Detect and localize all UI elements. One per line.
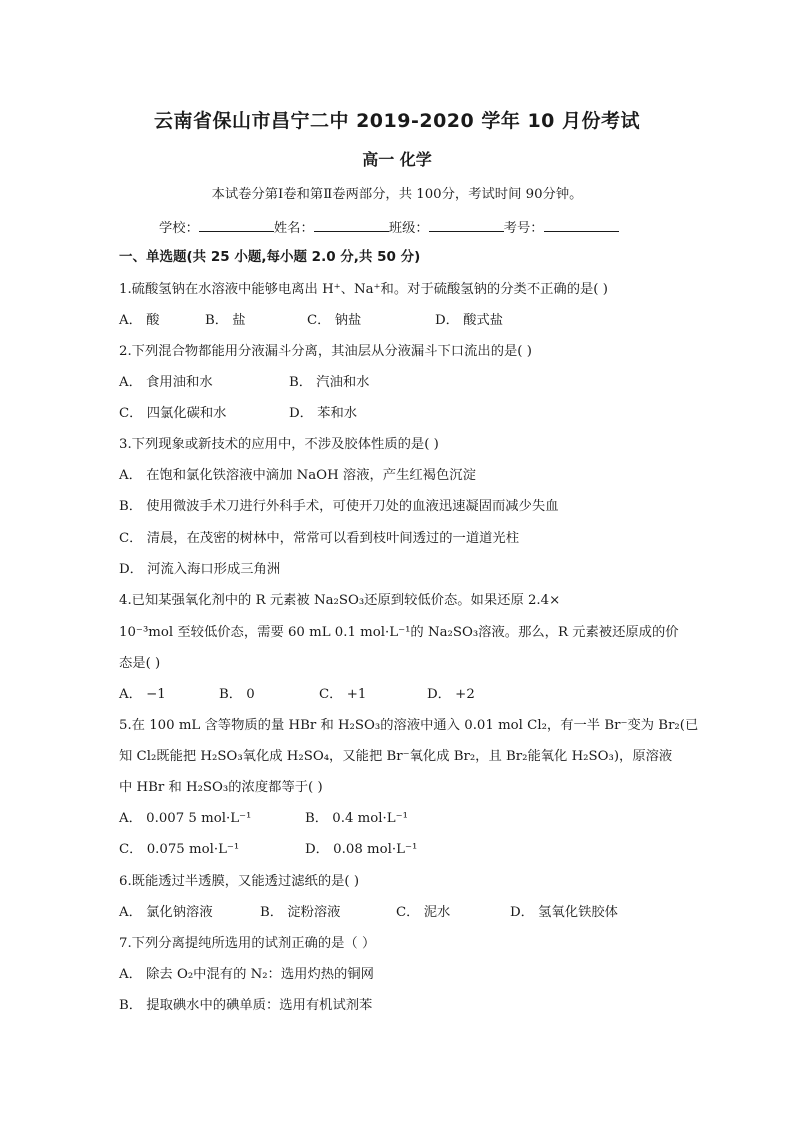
q5-option-d[interactable]: D． 0.08 mol·L⁻¹ — [305, 842, 418, 857]
q7-option-a[interactable]: A． 除去 O₂中混有的 N₂：选用灼热的铜网 — [119, 967, 374, 982]
question-4-stem-line1: 4.已知某强氧化剂中的 R 元素被 Na₂SO₃还原到较低价态。如果还原 2.4× — [119, 593, 561, 608]
question-4-stem-line2: 10⁻³mol 至较低价态，需要 60 mL 0.1 mol·L⁻¹的 Na₂SO₃溶液。那么，R 元素被还原成的价 — [119, 625, 679, 640]
name-field[interactable] — [314, 217, 389, 232]
class-label: 班级： — [388, 221, 429, 236]
question-4-stem-line3: 态是( ) — [119, 656, 161, 671]
question-3-stem: 3.下列现象或新技术的应用中，不涉及胶体性质的是( ) — [119, 437, 439, 452]
class-field[interactable] — [429, 217, 504, 232]
q6-option-b[interactable]: B． 淀粉溶液 — [260, 905, 341, 920]
exam-intro: 本试卷分第Ⅰ卷和第Ⅱ卷两部分，共 100分，考试时间 90分钟。 — [211, 187, 583, 202]
q4-option-c[interactable]: C． +1 — [319, 687, 367, 702]
exam-title: 云南省保山市昌宁二中 2019-2020 学年 10 月份考试 — [153, 110, 641, 132]
q3-option-d[interactable]: D． 河流入海口形成三角洲 — [119, 562, 281, 577]
q1-option-c[interactable]: C． 钠盐 — [307, 313, 362, 328]
student-info-row — [159, 217, 619, 238]
question-6-stem: 6.既能透过半透膜，又能透过滤纸的是( ) — [119, 874, 360, 889]
q4-option-d[interactable]: D． +2 — [427, 687, 475, 702]
q1-option-b[interactable]: B． 盐 — [205, 313, 246, 328]
q6-option-a[interactable]: A． 氯化钠溶液 — [119, 905, 213, 920]
question-5-stem-line1: 5.在 100 mL 含等物质的量 HBr 和 H₂SO₃的溶液中通入 0.01 mol Cl₂，有一半 Br⁻变为 Br₂(已 — [119, 718, 699, 733]
q3-option-b[interactable]: B． 使用微波手术刀进行外科手术，可使开刀处的血液迅速凝固而减少失血 — [119, 499, 559, 514]
q2-option-a[interactable]: A． 食用油和水 — [119, 375, 213, 390]
question-7-stem: 7.下列分离提纯所选用的试剂正确的是（ ） — [119, 936, 376, 951]
q1-option-a[interactable]: A． 酸 — [119, 313, 160, 328]
q5-option-c[interactable]: C． 0.075 mol·L⁻¹ — [119, 842, 240, 857]
q3-option-a[interactable]: A． 在饱和氯化铁溶液中滴加 NaOH 溶液，产生红褐色沉淀 — [119, 468, 476, 483]
name-label: 姓名： — [273, 221, 314, 236]
question-1-text: 1.硫酸氢钠在水溶液中能够电离出 H⁺、Na⁺和 — [119, 282, 394, 297]
q2-option-b[interactable]: B． 汽油和水 — [289, 375, 370, 390]
question-1-stem — [119, 281, 608, 299]
school-field[interactable] — [199, 217, 274, 232]
q2-option-c[interactable]: C． 四氯化碳和水 — [119, 406, 227, 421]
q6-option-c[interactable]: C． 泥水 — [396, 905, 451, 920]
question-5-stem-line3: 中 HBr 和 H₂SO₃的浓度都等于( ) — [119, 780, 323, 795]
q4-option-a[interactable]: A． −1 — [119, 687, 166, 702]
exam-subtitle: 高一 化学 — [362, 150, 432, 169]
exam-no-label: 考号： — [503, 221, 544, 236]
q5-option-a[interactable]: A． 0.007 5 mol·L⁻¹ — [119, 811, 252, 826]
q7-option-b[interactable]: B． 提取碘水中的碘单质：选用有机试剂苯 — [119, 998, 373, 1013]
question-2-stem: 2.下列混合物都能用分液漏斗分离，其油层从分液漏斗下口流出的是( ) — [119, 344, 532, 359]
q3-option-c[interactable]: C． 清晨，在茂密的树林中，常常可以看到枝叶间透过的一道道光柱 — [119, 531, 520, 546]
q2-option-d[interactable]: D． 苯和水 — [289, 406, 358, 421]
exam-no-field[interactable] — [544, 217, 619, 232]
section-heading: 一、单选题(共 25 小题,每小题 2.0 分,共 50 分) — [119, 249, 421, 265]
q6-option-d[interactable]: D． 氢氧化铁胶体 — [510, 905, 618, 920]
q1-option-d[interactable]: D． 酸式盐 — [435, 313, 504, 328]
school-label: 学校： — [159, 221, 199, 236]
q4-option-b[interactable]: B． 0 — [219, 687, 255, 702]
q5-option-b[interactable]: B． 0.4 mol·L⁻¹ — [305, 811, 408, 826]
question-5-stem-line2: 知 Cl₂既能把 H₂SO₃氧化成 H₂SO₄，又能把 Br⁻氧化成 Br₂，且 Br₂能氧化 H₂SO₃)，原溶液 — [119, 749, 673, 764]
question-1-text-tail: 。对于硫酸氢钠的分类不正确的是( ) — [393, 282, 608, 297]
